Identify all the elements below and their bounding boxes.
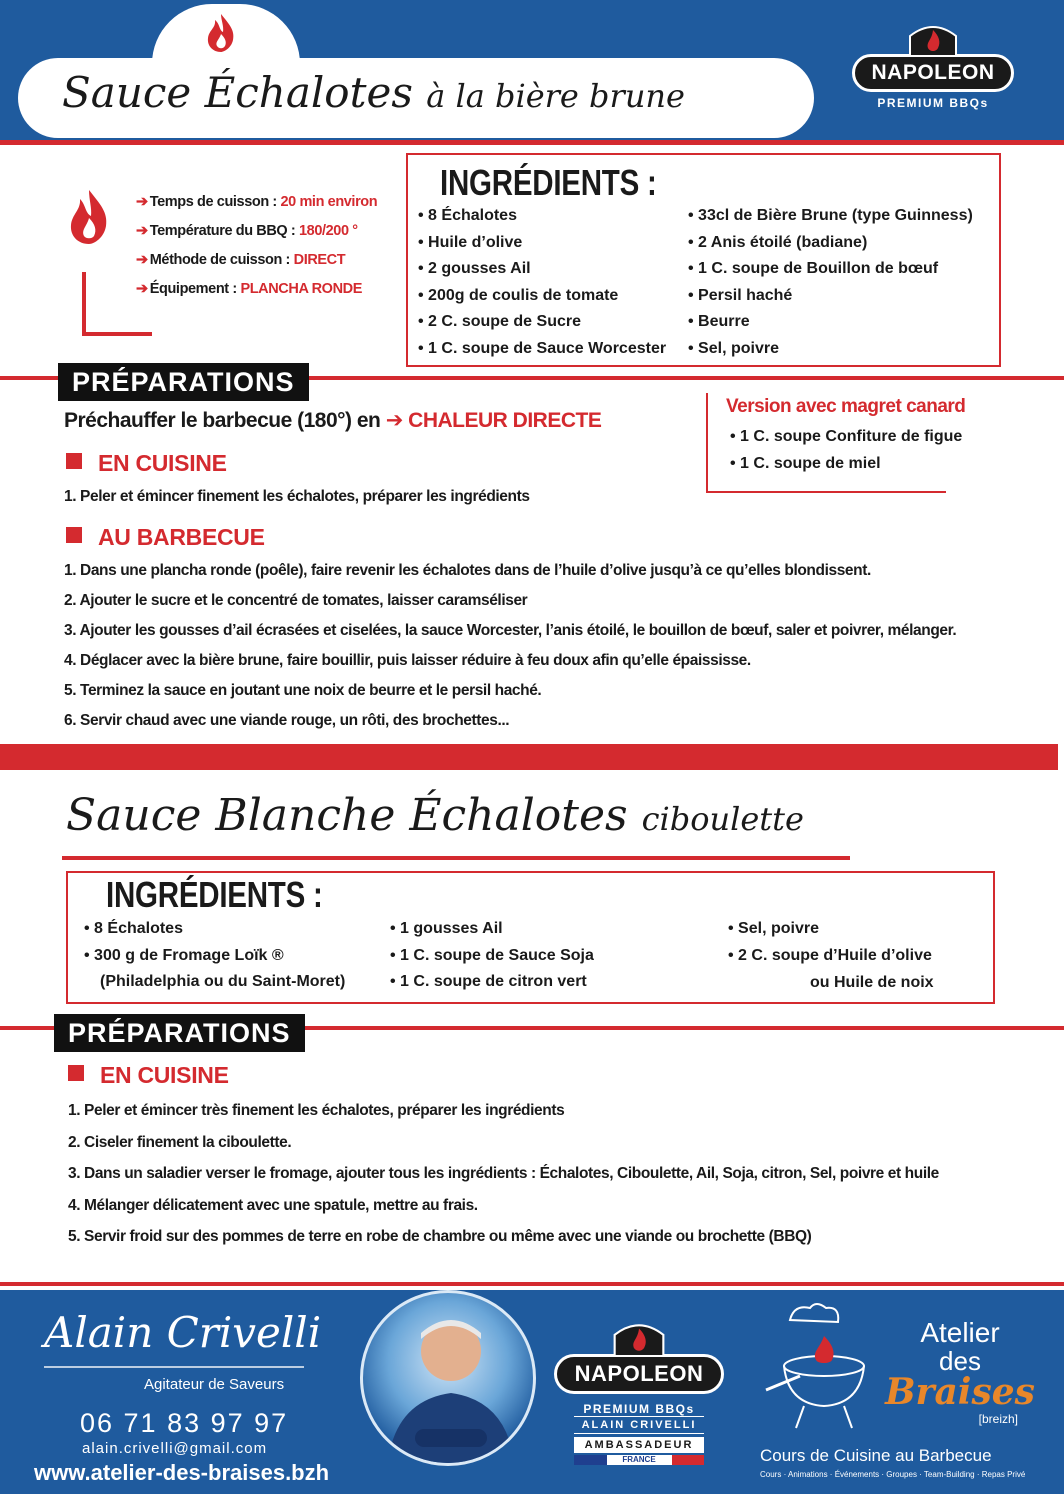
step-item: 4. Déglacer avec la bière brune, faire bouillir, puis laisser réduire à feu doux afin qu’elle épaississe. <box>64 652 751 669</box>
step-item: 4. Mélanger délicatement avec une spatule, mettre au frais. <box>68 1196 478 1214</box>
ingredient-item: • 1 C. soupe de Bouillon de bœuf <box>688 256 973 283</box>
step-item: 1. Dans une plancha ronde (poêle), faire revenir les échalotes dans de l’huile d’olive jusqu’à ce qu’elles blondissent. <box>64 562 871 579</box>
flame-info-icon <box>64 188 114 246</box>
atelier-region: [breizh] <box>978 1412 1018 1426</box>
recipe1-preheat <box>64 408 601 433</box>
flame-icon <box>199 10 243 54</box>
header-divider-red <box>0 140 1064 145</box>
step-item: 3. Dans un saladier verser le fromage, ajouter tous les ingrédients : Échalotes, Ciboulette, Ail, Soja, citron, Sel, poivre et huile <box>68 1165 939 1182</box>
info-cook-method: ➔ Méthode de cuisson : DIRECT <box>136 252 346 268</box>
ingredient-item: • 1 C. soupe de Sauce Worcester <box>418 336 666 363</box>
variant-title: Version avec magret canard <box>726 396 966 417</box>
step-item: 1. Peler et émincer finement les échalotes, préparer les ingrédients <box>64 488 530 505</box>
recipe2-title-main: Sauce Blanche Échalotes <box>66 790 628 841</box>
recipe1-kitchen-heading: EN CUISINE <box>66 450 227 477</box>
info-cook-time: ➔ Temps de cuisson : 20 min environ <box>136 194 378 210</box>
preheat-mode: CHALEUR DIRECTE <box>408 409 602 432</box>
footer-slogan: Agitateur de Saveurs <box>144 1376 285 1393</box>
bullet-square-icon <box>66 527 82 543</box>
recipe2-ingredients-col1 <box>84 916 284 969</box>
ingredient-item: • 2 C. soupe d’Huile d’olive <box>728 943 932 970</box>
ingredient-item: • Persil haché <box>688 283 973 310</box>
ambassador-country: FRANCE <box>574 1455 704 1465</box>
atelier-logo <box>880 1318 1040 1426</box>
recipe1-bbq-heading: AU BARBECUE <box>66 524 265 551</box>
footer-phone: 06 71 83 97 97 <box>80 1408 289 1438</box>
step-item: 5. Terminez la sauce en joutant une noix de beurre et le persil haché. <box>64 682 542 699</box>
recipe2-title <box>66 790 804 841</box>
recipe2-ingredients-col3 <box>728 916 932 969</box>
ingredient-note: ou Huile de noix <box>810 974 934 991</box>
variant-item: • 1 C. soupe Confiture de figue <box>730 424 962 451</box>
signature-underline <box>44 1366 304 1368</box>
napoleon-wordmark: NAPOLEON <box>554 1354 724 1394</box>
atelier-services: Cours · Animations · Événements · Groupes · Team-Building · Repas Privé <box>760 1470 1026 1479</box>
recipe-separator <box>0 744 1058 770</box>
chef-silhouette-icon <box>363 1293 536 1466</box>
recipe2-kitchen-steps <box>68 1095 939 1253</box>
ambassador-title: AMBASSADEUR <box>574 1437 704 1453</box>
recipe2-kitchen-heading: EN CUISINE <box>68 1062 229 1089</box>
footer-top-rule <box>0 1282 1064 1286</box>
napoleon-logo-footer <box>554 1320 724 1416</box>
atelier-subtitle: Cours de Cuisine au Barbecue <box>760 1446 992 1465</box>
ingredient-item: • 2 Anis étoilé (badiane) <box>688 230 973 257</box>
napoleon-tagline: PREMIUM BBQs <box>583 1402 695 1416</box>
atelier-braises: Braises <box>885 1371 1035 1413</box>
recipe2-ingredients-title: INGRÉDIENTS : <box>106 874 323 915</box>
step-item: 2. Ciseler finement la ciboulette. <box>68 1133 292 1151</box>
recipe1-kitchen-steps <box>64 482 530 512</box>
arrow-icon: ➔ <box>385 409 403 432</box>
footer-website[interactable]: www.atelier-des-braises.bzh <box>34 1460 330 1485</box>
ingredient-item: • 1 gousses Ail <box>390 916 594 943</box>
ingredient-note: (Philadelphia ou du Saint-Moret) <box>100 973 346 990</box>
step-item: 3. Ajouter les gousses d’ail écrasées et ciselées, la sauce Worcester, l’anis étoilé, le bouillon de bœuf, saler et poivrer, mélanger. <box>64 622 957 639</box>
napoleon-crest-icon <box>904 22 962 56</box>
step-item: 5. Servir froid sur des pommes de terre en robe de chambre ou même avec une viande ou brochette (BBQ) <box>68 1228 812 1245</box>
atelier-word: Atelier <box>920 1317 1000 1348</box>
atelier-des: des <box>939 1346 981 1376</box>
ingredient-item: • 8 Échalotes <box>418 203 666 230</box>
step-item: 6. Servir chaud avec une viande rouge, un rôti, des brochettes... <box>64 712 510 729</box>
napoleon-crest-icon <box>608 1320 670 1356</box>
recipe2-title-underline <box>62 856 850 860</box>
preheat-text: Préchauffer le barbecue (180°) en <box>64 409 381 432</box>
ingredient-item: • 33cl de Bière Brune (type Guinness) <box>688 203 973 230</box>
ingredient-item: • 2 C. soupe de Sucre <box>418 309 666 336</box>
ingredient-item: • 300 g de Fromage Loïk ® <box>84 943 284 970</box>
recipe1-bbq-steps <box>64 556 956 736</box>
bbq-grill-icon <box>760 1300 880 1430</box>
ingredient-item: • Sel, poivre <box>728 916 932 943</box>
variant-item: • 1 C. soupe de miel <box>730 451 962 478</box>
info-bbq-temperature: ➔ Température du BBQ : 180/200 ° <box>136 223 358 239</box>
recipe1-title-sub: à la bière brune <box>426 77 685 115</box>
recipe1-ingredients-title: INGRÉDIENTS : <box>440 162 657 203</box>
ingredient-item: • Huile d’olive <box>418 230 666 257</box>
recipe1-ingredients-col2 <box>688 203 973 362</box>
ambassador-name: ALAIN CRIVELLI <box>574 1416 704 1434</box>
ingredient-item: • 200g de coulis de tomate <box>418 283 666 310</box>
napoleon-logo-header <box>852 22 1014 112</box>
chef-portrait <box>360 1290 536 1466</box>
info-equipment: ➔ Équipement : PLANCHA RONDE <box>136 281 362 297</box>
bullet-square-icon <box>68 1065 84 1081</box>
recipe1-title-main: Sauce Échalotes <box>62 68 413 117</box>
ambassador-badge <box>574 1416 704 1465</box>
recipe1-info-list <box>136 188 377 304</box>
recipe1-preparations-label: PRÉPARATIONS <box>58 363 309 401</box>
napoleon-tagline: PREMIUM BBQs <box>877 96 989 110</box>
ingredient-item: • Beurre <box>688 309 973 336</box>
recipe2-title-sub: ciboulette <box>641 800 804 838</box>
footer-email[interactable]: alain.crivelli@gmail.com <box>82 1440 268 1457</box>
napoleon-wordmark: NAPOLEON <box>852 54 1014 92</box>
signature-alain-crivelli: Alain Crivelli <box>44 1308 322 1357</box>
ingredient-item: • 1 C. soupe de citron vert <box>390 969 594 996</box>
recipe1-title <box>62 68 685 117</box>
recipe2-ingredients-col2 <box>390 916 594 996</box>
ingredient-item: • Sel, poivre <box>688 336 973 363</box>
variant-items <box>730 424 962 477</box>
recipe1-ingredients-col1 <box>418 203 666 362</box>
step-item: 1. Peler et émincer très finement les échalotes, préparer les ingrédients <box>68 1102 565 1119</box>
bullet-square-icon <box>66 453 82 469</box>
ingredient-item: • 8 Échalotes <box>84 916 284 943</box>
recipe2-preparations-label: PRÉPARATIONS <box>54 1014 305 1052</box>
ingredient-item: • 1 C. soupe de Sauce Soja <box>390 943 594 970</box>
ingredient-item: • 2 gousses Ail <box>418 256 666 283</box>
step-item: 2. Ajouter le sucre et le concentré de tomates, laisser caramséliser <box>64 592 528 609</box>
